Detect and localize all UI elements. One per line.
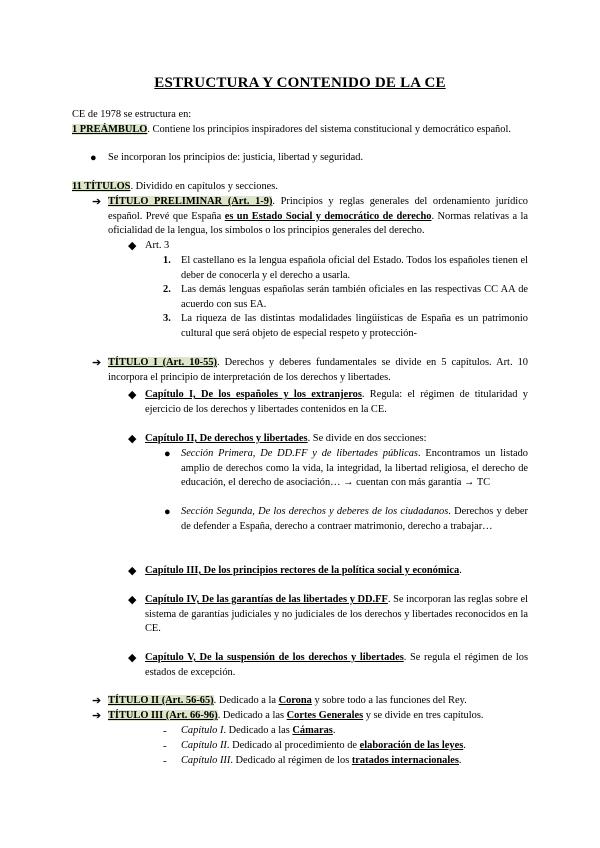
preliminar-highlight: es un Estado Social y democrático de derecho	[224, 210, 432, 222]
bullet-dot-icon: ●	[164, 506, 171, 518]
diamond-bullet-icon: ◆	[128, 565, 137, 577]
titulo3-cap1	[181, 724, 528, 739]
art3-item-2	[181, 283, 528, 312]
list-number: 3.	[163, 313, 171, 324]
arrow-icon: ➔	[92, 357, 102, 369]
diamond-bullet-icon: ◆	[128, 389, 137, 401]
titulo3-cap-post: .	[332, 725, 336, 736]
sec1-paragraph	[181, 447, 528, 491]
page-title: ESTRUCTURA Y CONTENIDO DE LA CE	[154, 75, 446, 91]
dash-bullet-icon: -	[163, 740, 167, 752]
dash-bullet-icon: -	[163, 755, 167, 767]
list-number: 2.	[163, 284, 171, 295]
titulo2-label: TÍTULO II (Art. 56-65)	[108, 695, 214, 706]
art3-item-1	[181, 254, 528, 283]
list-number: 1.	[163, 255, 171, 266]
titulo2-text2: y sobre todo a las funciones del Rey.	[311, 695, 467, 706]
cap4-label: Capítulo IV, De las garantías de las libertades y DD.FF	[145, 594, 388, 605]
cap5-label: Capítulo V, De la suspensión de los derechos y libertades	[145, 652, 404, 663]
cap2-text: . Se divide en dos secciones:	[307, 433, 427, 444]
titulo3-cap-label: Capítulo I	[181, 725, 224, 736]
diamond-bullet-icon: ◆	[128, 240, 137, 252]
bullet-dot-icon: ●	[90, 152, 97, 164]
preliminar-label: TÍTULO PRELIMINAR (Art. 1-9)	[108, 196, 273, 207]
titulo3-cap-pre: . Dedicado al procedimiento de	[226, 740, 360, 751]
titulo3-cap-key: tratados internacionales	[351, 755, 459, 766]
arrow-icon: ➔	[92, 695, 102, 707]
cap3-text: .	[459, 565, 462, 576]
intro-text: CE de 1978 se estructura en:	[72, 109, 192, 120]
titulo3-paragraph	[108, 709, 528, 724]
titulo3-text1: . Dedicado a las	[217, 710, 287, 721]
titulo2-key: Corona	[278, 695, 312, 706]
cap2-paragraph	[145, 432, 528, 447]
cap3-paragraph	[145, 564, 528, 579]
sec1-text: . Encontramos un listado amplio de derechos como la vida, la integridad, la libertad religiosa, el derecho de educación, el derecho de asociación… → cuentan con más garantía → TC	[181, 448, 528, 488]
titulo3-cap-label: Capítulo II	[181, 740, 227, 751]
titulo3-cap-post: .	[458, 755, 462, 766]
cap4-paragraph	[145, 593, 528, 637]
titulo3-cap-label: Capítulo III	[181, 755, 231, 766]
preliminar-paragraph	[108, 195, 528, 239]
titulo3-key: Cortes Generales	[286, 710, 364, 721]
diamond-bullet-icon: ◆	[128, 652, 137, 664]
preambulo-paragraph	[72, 123, 528, 138]
titulo2-text1: . Dedicado a la	[213, 695, 279, 706]
titulo1-paragraph	[108, 356, 528, 385]
titulo3-cap-post: .	[463, 740, 466, 751]
cap1-text: . Regula: el régimen de titularidad y ejercicio de los derechos y libertades contenidos en la CE.	[145, 389, 528, 415]
titulo3-cap2	[181, 739, 528, 754]
titulo3-text2: y se divide en tres capítulos.	[363, 710, 484, 721]
arrow-icon: ➔	[92, 710, 102, 722]
preambulo-bullet-text: Se incorporan los principios de: justicia, libertad y seguridad.	[108, 152, 364, 163]
cap1-paragraph	[145, 388, 528, 417]
sec2-text: . Derechos y deber de defender a España, derecho a contraer matrimonio, derecho a trabajar…	[181, 506, 528, 532]
sec2-label: Sección Segunda, De los derechos y deberes de los ciudadanos	[181, 506, 449, 517]
titulo3-label: TÍTULO III (Art. 66-96)	[108, 710, 218, 721]
preambulo-text: . Contiene los principios inspiradores del sistema constitucional y democrático español.	[147, 124, 511, 135]
preliminar-text2: . Normas relativas a la oficialidad de la lengua, los símbolos o los principios generales del derecho.	[108, 210, 528, 236]
titulos-label: 11 TÍTULOS	[72, 181, 131, 192]
sec1-label: Sección Primera, De DD.FF y de libertades públicas	[181, 448, 418, 459]
arrow-icon: ➔	[92, 196, 102, 208]
sec2-paragraph	[181, 505, 528, 534]
titulo3-cap3	[181, 754, 528, 769]
titulo1-text: . Derechos y deberes fundamentales se divide en 5 capítulos. Art. 10 incorpora el principio de interpretación de los derechos y libertades.	[108, 357, 528, 383]
preambulo-label: 1 PREÁMBULO	[72, 124, 148, 135]
art3-item-3	[181, 312, 528, 341]
cap2-label: Capítulo II, De derechos y libertades	[145, 433, 308, 444]
bullet-dot-icon: ●	[164, 448, 171, 460]
titulo1-label: TÍTULO I (Art. 10-55)	[108, 357, 217, 368]
titulos-text: . Dividido en capítulos y secciones.	[130, 181, 278, 192]
titulo3-cap-key: elaboración de las leyes	[359, 740, 464, 751]
art3-text: Art. 3	[145, 240, 170, 251]
cap5-text: . Se regula el régimen de los estados de excepción.	[145, 652, 528, 678]
art3-label	[145, 239, 445, 254]
cap3-label: Capítulo III, De los principios rectores de la política social y económica	[145, 565, 460, 576]
titulo3-cap-pre: . Dedicado a las	[223, 725, 293, 736]
preambulo-bullet	[108, 151, 528, 166]
art3-item-text: La riqueza de las distintas modalidades lingüísticas de España es un patrimonio cultural que será objeto de especial respeto y protección-	[181, 313, 528, 339]
dash-bullet-icon: -	[163, 725, 167, 737]
titulos-paragraph	[72, 180, 528, 195]
intro-line	[72, 108, 528, 123]
art3-item-text: Las demás lenguas españolas serán también oficiales en las respectivas CC AA de acuerdo con sus EA.	[181, 284, 528, 310]
diamond-bullet-icon: ◆	[128, 594, 137, 606]
cap1-label: Capítulo I, De los españoles y los extranjeros	[145, 389, 362, 400]
cap4-text: . Se incorporan las reglas sobre el sistema de garantías judiciales y no judiciales de los derechos y libertades reconocidos en la CE.	[145, 594, 528, 634]
diamond-bullet-icon: ◆	[128, 433, 137, 445]
cap5-paragraph	[145, 651, 528, 680]
titulo2-paragraph	[108, 694, 528, 709]
art3-item-text: El castellano es la lengua española oficial del Estado. Todos los españoles tienen el deber de conocerla y el derecho a usarla.	[181, 255, 528, 281]
titulo3-cap-pre: . Dedicado al régimen de los	[230, 755, 352, 766]
titulo3-cap-key: Cámaras	[292, 725, 333, 736]
preliminar-text1: . Principios y reglas generales del ordenamiento jurídico español. Prevé que España	[108, 196, 528, 222]
